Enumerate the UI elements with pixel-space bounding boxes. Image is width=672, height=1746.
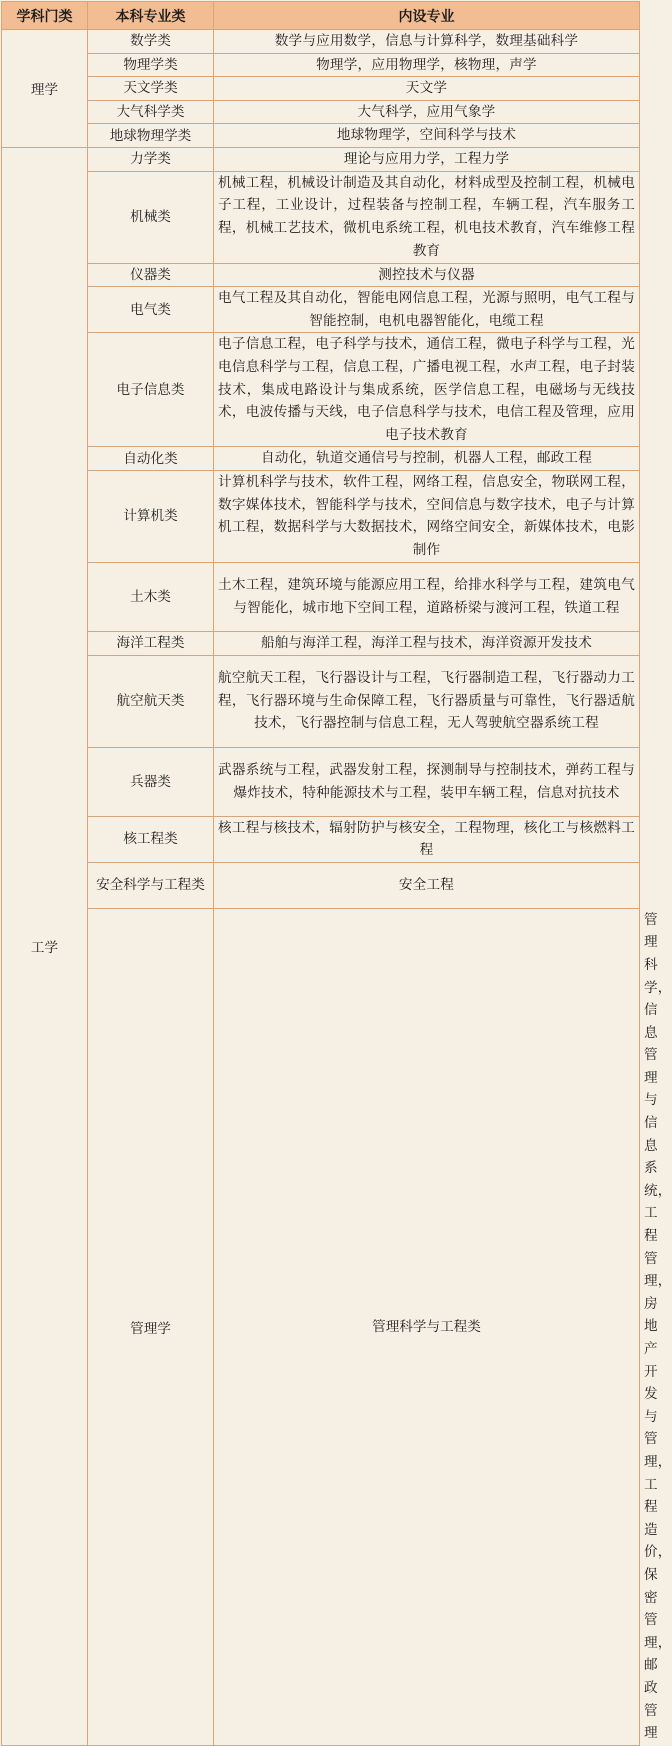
major-class-cell: 电子信息类	[88, 333, 214, 447]
header-discipline: 学科门类	[2, 2, 88, 30]
discipline-cell: 工学	[2, 147, 88, 1745]
major-class-cell: 仪器类	[88, 263, 214, 287]
table-row	[2, 747, 640, 816]
majors-cell: 电气工程及其自动化，智能电网信息工程，光源与照明，电气工程与智能控制，电机电器智能化，电缆工程	[214, 287, 640, 333]
table-row: 管理学 管理科学与工程类 管理科学，信息管理与信息系统，工程管理，房地产开发与管理，工程造价，保密管理，邮政管理	[2, 908, 640, 1745]
discipline-cell: 理学	[2, 30, 88, 148]
major-class-cell: 机械类	[88, 171, 214, 263]
majors-cell: 航空航天工程，飞行器设计与工程，飞行器制造工程，飞行器动力工程，飞行器环境与生命保障工程，飞行器质量与可靠性，飞行器适航技术，飞行器控制与信息工程，无人驾驶航空器系统工程	[214, 655, 640, 747]
majors-cell: 物理学，应用物理学，核物理，声学	[214, 53, 640, 77]
majors-cell: 计算机科学与技术，软件工程，网络工程，信息安全，物联网工程，数字媒体技术，智能科学与技术，空间信息与数字技术，电子与计算机工程，数据科学与大数据技术，网络空间安全，新媒体技术，电影制作	[214, 470, 640, 562]
majors-cell: 机械工程，机械设计制造及其自动化，材料成型及控制工程，机械电子工程，工业设计，过程装备与控制工程，车辆工程，汽车服务工程，机械工艺技术，微机电系统工程，机电技术教育，汽车维修工程教育	[214, 171, 640, 263]
table-row	[2, 263, 640, 287]
majors-table	[1, 1, 672, 1746]
table-row	[2, 862, 640, 908]
majors-cell: 测控技术与仪器	[214, 263, 640, 287]
majors-cell: 大气科学，应用气象学	[214, 100, 640, 124]
major-class-cell: 物理学类	[88, 53, 214, 77]
majors-cell: 数学与应用数学，信息与计算科学，数理基础科学	[214, 30, 640, 54]
majors-cell: 自动化，轨道交通信号与控制，机器人工程，邮政工程	[214, 447, 640, 471]
table-row	[2, 53, 640, 77]
major-class-cell: 地球物理学类	[88, 124, 214, 148]
header-row	[2, 2, 640, 30]
majors-cell: 安全工程	[214, 862, 640, 908]
table-row	[2, 30, 640, 54]
majors-cell: 天文学	[214, 77, 640, 101]
major-class-cell: 管理科学与工程类	[214, 908, 640, 1745]
major-class-cell: 数学类	[88, 30, 214, 54]
table-row	[2, 171, 640, 263]
table-row	[2, 333, 640, 447]
table-row	[2, 816, 640, 862]
table-row	[2, 655, 640, 747]
majors-cell: 核工程与核技术，辐射防护与核安全，工程物理，核化工与核燃料工程	[214, 816, 640, 862]
major-class-cell: 航空航天类	[88, 655, 214, 747]
table-row	[2, 470, 640, 562]
major-class-cell: 计算机类	[88, 470, 214, 562]
major-class-cell: 大气科学类	[88, 100, 214, 124]
majors-cell: 船舶与海洋工程，海洋工程与技术，海洋资源开发技术	[214, 631, 640, 655]
header-majors: 内设专业	[214, 2, 640, 30]
major-class-cell: 海洋工程类	[88, 631, 214, 655]
majors-cell: 土木工程，建筑环境与能源应用工程，给排水科学与工程，建筑电气与智能化，城市地下空间工程，道路桥梁与渡河工程，铁道工程	[214, 562, 640, 631]
majors-cell: 电子信息工程，电子科学与技术，通信工程，微电子科学与工程，光电信息科学与工程，信息工程，广播电视工程，水声工程，电子封装技术，集成电路设计与集成系统，医学信息工程，电磁场与无线技术，电波传播与天线，电子信息科学与技术，电信工程及管理，应用电子技术教育	[214, 333, 640, 447]
majors-cell: 武器系统与工程，武器发射工程，探测制导与控制技术，弹药工程与爆炸技术，特种能源技术与工程，装甲车辆工程，信息对抗技术	[214, 747, 640, 816]
table-row	[2, 100, 640, 124]
majors-cell: 地球物理学，空间科学与技术	[214, 124, 640, 148]
table-row	[2, 124, 640, 148]
major-class-cell: 土木类	[88, 562, 214, 631]
major-class-cell: 自动化类	[88, 447, 214, 471]
table-row	[2, 447, 640, 471]
major-class-cell: 电气类	[88, 287, 214, 333]
majors-cell: 理论与应用力学，工程力学	[214, 147, 640, 171]
table-row	[2, 147, 640, 171]
table-row	[2, 77, 640, 101]
discipline-cell: 管理学	[88, 908, 214, 1745]
table-row	[2, 631, 640, 655]
major-class-cell: 力学类	[88, 147, 214, 171]
major-class-cell: 安全科学与工程类	[88, 862, 214, 908]
table-row	[2, 287, 640, 333]
major-class-cell: 兵器类	[88, 747, 214, 816]
major-class-cell: 天文学类	[88, 77, 214, 101]
table-row	[2, 562, 640, 631]
major-class-cell: 核工程类	[88, 816, 214, 862]
header-major-class: 本科专业类	[88, 2, 214, 30]
